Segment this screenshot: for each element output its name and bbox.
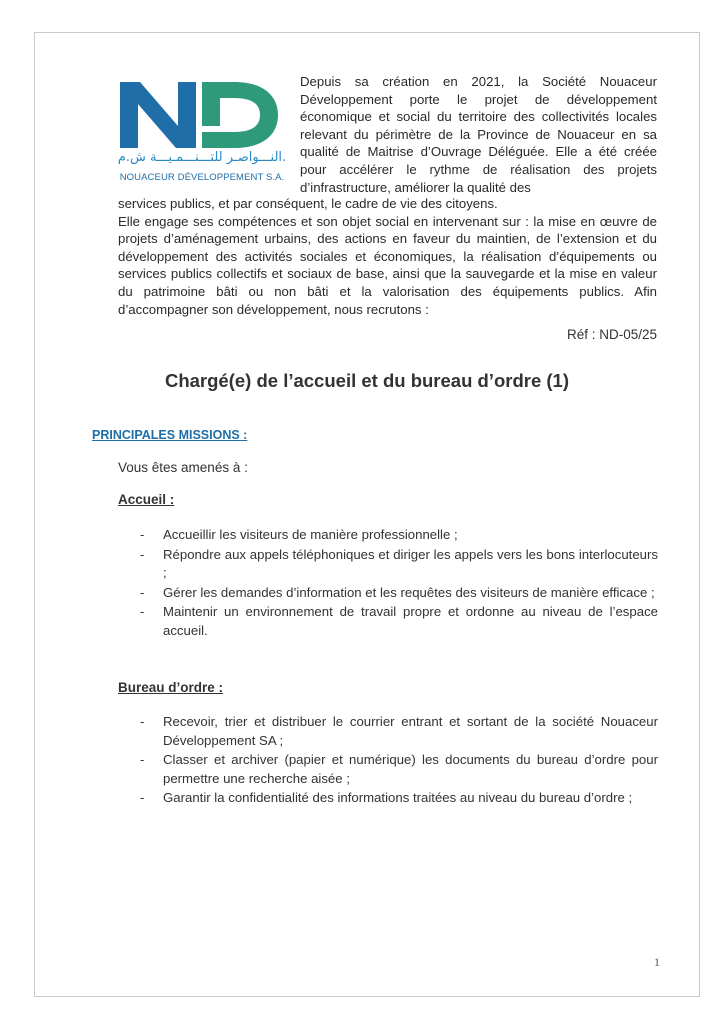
list-item: - Maintenir un environnement de travail propre et ordonne au niveau de l’espace accueil. xyxy=(140,604,658,638)
list-item: - Classer et archiver (papier et numérique) les documents du bureau d’ordre pour permettre une recherche aisée ; xyxy=(140,752,658,786)
accueil-heading: Accueil : xyxy=(118,492,175,507)
intro-paragraph-rest xyxy=(118,195,657,318)
job-title: Chargé(e) de l’accueil et du bureau d’ordre (1) xyxy=(164,370,569,391)
intro-engagement: Elle engage ses compétences et son objet social en intervenant sur : la mise en œuvre de projets d’aménagement urbains, des actions en faveur du maintien, de l’extension et du développement des activités sociales et économiques, la réalisation d’équipements ou services publics collectifs et sociaux de base, ainsi que la sauvegarde et la mise en valeur du patrimoine bâti ou non bâti et la valorisation des équipements publics. Afin d’accompagner son développement, nous recrutons : xyxy=(118,213,657,317)
bureau-list xyxy=(140,713,658,809)
logo-arabic-name: النـــواصـر للتـــنـــمـيـــة ش.م. xyxy=(117,150,287,165)
bureau-heading: Bureau d’ordre : xyxy=(118,680,224,695)
page-number: 1 xyxy=(654,955,660,969)
intro-continuation: services publics, et par conséquent, le cadre de vie des citoyens. xyxy=(118,196,498,211)
company-logo xyxy=(112,76,292,188)
missions-lead: Vous êtes amenés à : xyxy=(118,460,248,475)
nd-logo-mark xyxy=(116,76,284,152)
list-item: - Accueillir les visiteurs de manière professionnelle ; xyxy=(140,527,458,542)
job-reference: Réf : ND-05/25 xyxy=(566,327,657,342)
missions-heading: PRINCIPALES MISSIONS : xyxy=(92,428,248,442)
list-item: - Recevoir, trier et distribuer le courrier entrant et sortant de la société Nouaceur Développement SA ; xyxy=(140,714,658,748)
logo-latin-name: NOUACEUR DÉVELOPPEMENT S.A. xyxy=(119,172,285,183)
accueil-list xyxy=(140,526,658,641)
list-item: - Répondre aux appels téléphoniques et diriger les appels vers les bons interlocuteurs ; xyxy=(140,546,658,580)
list-item: - Gérer les demandes d’information et les requêtes des visiteurs de manière efficace ; xyxy=(140,584,655,600)
intro-paragraph-top: Depuis sa création en 2021, la Société Nouaceur Développement porte le projet de développement économique et social du territoire des collectivités locales relevant du périmètre de la Province de Nouaceur en sa qualité de Maitrise d’Ouvrage Déléguée. Elle a été créée pour accélérer le rythme de réalisation des projets d’infrastructure, améliorer la qualité des xyxy=(300,74,657,195)
list-item: - Garantir la confidentialité des informations traitées au niveau du bureau d’ordre ; xyxy=(140,790,633,805)
